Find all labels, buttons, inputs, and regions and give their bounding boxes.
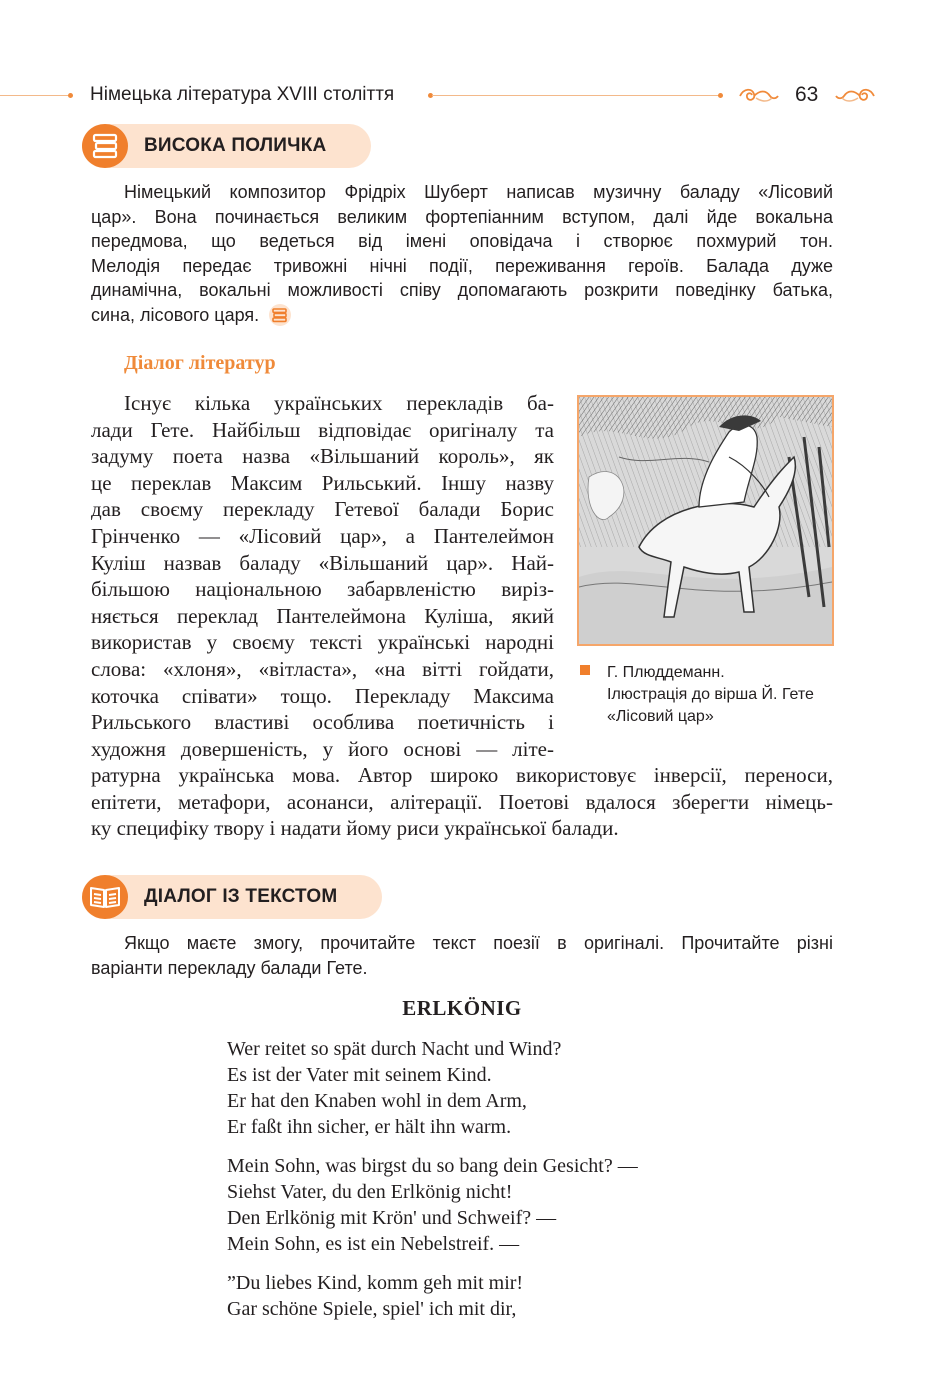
text-line: задуму поета назва «Вільшаний король», як	[91, 444, 554, 469]
caption-line: «Лісовий цар»	[607, 708, 714, 725]
poem-stanza	[227, 1153, 638, 1257]
poem-line: Wer reitet so spät durch Nacht und Wind?	[227, 1038, 562, 1060]
ornament-right-icon	[834, 84, 878, 108]
poem-title: ERLKÖNIG	[402, 996, 522, 1020]
poem-line: Mein Sohn, was birgst du so bang dein Gesicht? —	[227, 1155, 638, 1177]
text-line: цар». Вона починається великим фортепіанним вступом, далі йде вокальна	[91, 206, 833, 227]
dialog-paragraph-wide	[91, 762, 833, 842]
subsection-heading: Діалог літератур	[124, 352, 276, 374]
poem-line: ”Du liebes Kind, komm geh mit mir!	[227, 1272, 524, 1294]
books-stack-icon	[82, 124, 128, 168]
text-line: Якщо маєте змогу, прочитайте текст поезії в оригіналі. Прочитайте різні	[124, 933, 833, 953]
dialog-text-paragraph	[91, 931, 833, 980]
section-label-dialog-text	[82, 875, 382, 919]
header-dot	[718, 93, 723, 98]
text-line: художня довершеність, у його основі — літе-	[91, 736, 554, 761]
ornament-left-icon	[736, 84, 780, 108]
text-line: ратурна українська мова. Автор широко використовує інверсії, переноси,	[91, 763, 833, 787]
horse-rider-illustration-icon	[579, 397, 832, 644]
text-line: сина, лісового царя.	[91, 304, 260, 325]
poem-line: Gar schöne Spiele, spiel' ich mit dir,	[227, 1298, 517, 1320]
text-line: коточка співати» тощо. Перекладу Максима	[91, 683, 554, 708]
text-line: варіанти перекладу балади Гете.	[91, 957, 368, 978]
header-rule-mid	[432, 95, 720, 96]
section-title: ДІАЛОГ ІЗ ТЕКСТОМ	[144, 886, 338, 907]
poem-line: Er hat den Knaben wohl in dem Arm,	[227, 1090, 527, 1112]
high-shelf-paragraph	[91, 180, 833, 328]
poem-stanza	[227, 1270, 523, 1322]
text-line: передмова, що ведеться від імені оповідача і створює похмурий тон.	[91, 231, 833, 252]
text-line: лади Гете. Найбільш відповідає оригіналу та	[91, 417, 554, 442]
text-line: дав своєму перекладу Гетевої балади Борис	[91, 497, 554, 522]
text-line: Німецький композитор Фрідріх Шуберт написав музичну баладу «Лісовий	[124, 182, 833, 202]
dialog-paragraph-narrow	[91, 390, 554, 762]
page-number: 63	[795, 83, 819, 106]
header-rule-left	[0, 95, 68, 96]
text-line: Грінченко — «Лісовий цар», а Пантелеймон	[91, 523, 554, 548]
text-line: динамічна, вокальні можливості співу допомагають розкрити поведінку батька,	[91, 280, 833, 301]
caption-marker	[580, 665, 590, 675]
poem-line: Es ist der Vater mit seinem Kind.	[227, 1064, 492, 1086]
text-line: ку специфіку твору і надати йому риси української балади.	[91, 816, 619, 841]
open-book-icon	[82, 875, 128, 919]
section-label-high-shelf	[82, 124, 371, 168]
text-line: няється переклад Пантелеймона Куліша, який	[91, 603, 554, 628]
text-line: Існує кілька українських перекладів ба-	[124, 391, 554, 415]
text-line: це переклав Максим Рильський. Іншу назву	[91, 470, 554, 495]
poem-line: Siehst Vater, du den Erlkönig nicht!	[227, 1181, 513, 1203]
text-line: Рильського властиві особлива поетичність і	[91, 710, 554, 735]
poem-line: Mein Sohn, es ist ein Nebelstreif. —	[227, 1233, 520, 1255]
text-line-last	[91, 303, 833, 328]
text-line: Куліш назвав баладу «Вільшаний цар». Най-	[91, 550, 554, 575]
text-line: Мелодія передає тривожні нічні події, переживання героїв. Балада дуже	[91, 255, 833, 276]
section-title: ВИСОКА ПОЛИЧКА	[144, 135, 327, 156]
poem-line: Er faßt ihn sicher, er hält ihn warm.	[227, 1116, 512, 1138]
caption-line: Ілюстрація до вірша Й. Гете	[607, 686, 814, 703]
illustration-caption	[607, 662, 814, 728]
running-header	[0, 76, 952, 116]
header-title: Німецька література XVIII століття	[90, 84, 395, 105]
text-line: епітети, метафори, асонанси, алітерації. Поетові вдалося зберегти німець-	[91, 789, 833, 814]
text-line: слова: «хлоня», «вітласта», «на вітті гойдати,	[91, 656, 554, 681]
caption-line: Г. Плюддеманн.	[607, 664, 725, 681]
text-line: використав у своєму тексті українські народні	[91, 630, 554, 655]
header-dot	[68, 93, 73, 98]
text-line: більшою національною забарвленістю виріз-	[91, 577, 554, 602]
poem-line: Den Erlkönig mit Krön' und Schweif? —	[227, 1207, 557, 1229]
poem-stanza	[227, 1036, 561, 1140]
books-stack-small-icon	[267, 304, 293, 326]
illustration-erlking	[577, 395, 834, 646]
